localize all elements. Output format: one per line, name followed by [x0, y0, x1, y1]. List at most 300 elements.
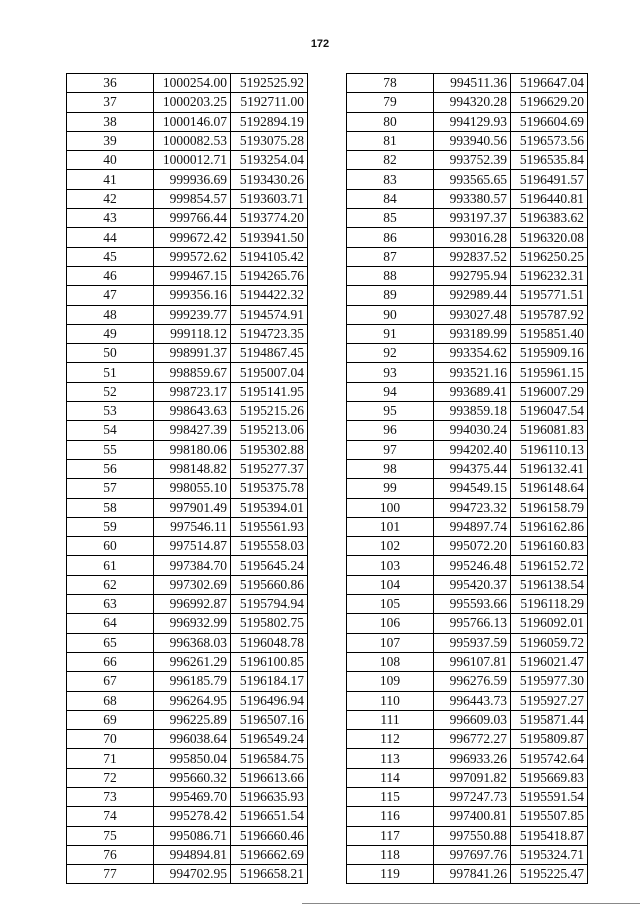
table-row: [347, 652, 588, 671]
table-row: [67, 286, 308, 305]
point-number-cell: 91: [347, 324, 434, 343]
y-coordinate-cell: 5195645.24: [231, 556, 308, 575]
table-row: [347, 787, 588, 806]
y-coordinate-cell: 5194265.76: [231, 266, 308, 285]
x-coordinate-cell: 1000082.53: [154, 131, 231, 150]
point-number-cell: 70: [67, 730, 154, 749]
table-row: [67, 768, 308, 787]
table-row: [67, 479, 308, 498]
point-number-cell: 90: [347, 305, 434, 324]
x-coordinate-cell: 998148.82: [154, 459, 231, 478]
y-coordinate-cell: 5193603.71: [231, 189, 308, 208]
x-coordinate-cell: 994702.95: [154, 865, 231, 884]
point-number-cell: 87: [347, 247, 434, 266]
x-coordinate-cell: 996276.59: [434, 672, 511, 691]
x-coordinate-cell: 995072.20: [434, 537, 511, 556]
table-row: [67, 93, 308, 112]
x-coordinate-cell: 995850.04: [154, 749, 231, 768]
table-row: [347, 749, 588, 768]
point-number-cell: 106: [347, 614, 434, 633]
x-coordinate-cell: 996107.81: [434, 652, 511, 671]
table-row: [347, 768, 588, 787]
y-coordinate-cell: 5195794.94: [231, 595, 308, 614]
y-coordinate-cell: 5195561.93: [231, 517, 308, 536]
x-coordinate-cell: 993197.37: [434, 209, 511, 228]
point-number-cell: 81: [347, 131, 434, 150]
x-coordinate-cell: 995766.13: [434, 614, 511, 633]
x-coordinate-cell: 995086.71: [154, 826, 231, 845]
x-coordinate-cell: 993380.57: [434, 189, 511, 208]
y-coordinate-cell: 5196148.64: [511, 479, 588, 498]
y-coordinate-cell: 5192525.92: [231, 74, 308, 93]
point-number-cell: 73: [67, 787, 154, 806]
y-coordinate-cell: 5196647.04: [511, 74, 588, 93]
x-coordinate-cell: 995278.42: [154, 807, 231, 826]
point-number-cell: 64: [67, 614, 154, 633]
y-coordinate-cell: 5196138.54: [511, 575, 588, 594]
coordinates-table-left: [66, 73, 308, 884]
point-number-cell: 43: [67, 209, 154, 228]
table-row: [347, 730, 588, 749]
x-coordinate-cell: 993565.65: [434, 170, 511, 189]
table-row: [67, 575, 308, 594]
table-row: [67, 402, 308, 421]
y-coordinate-cell: 5196162.86: [511, 517, 588, 536]
y-coordinate-cell: 5196092.01: [511, 614, 588, 633]
x-coordinate-cell: 998723.17: [154, 382, 231, 401]
y-coordinate-cell: 5196152.72: [511, 556, 588, 575]
point-number-cell: 115: [347, 787, 434, 806]
x-coordinate-cell: 997384.70: [154, 556, 231, 575]
table-row: [67, 691, 308, 710]
x-coordinate-cell: 1000012.71: [154, 151, 231, 170]
x-coordinate-cell: 994723.32: [434, 498, 511, 517]
table-row: [67, 865, 308, 884]
point-number-cell: 69: [67, 710, 154, 729]
point-number-cell: 96: [347, 421, 434, 440]
table-row: [347, 382, 588, 401]
table-row: [67, 305, 308, 324]
point-number-cell: 39: [67, 131, 154, 150]
y-coordinate-cell: 5195213.06: [231, 421, 308, 440]
point-number-cell: 113: [347, 749, 434, 768]
y-coordinate-cell: 5196232.31: [511, 266, 588, 285]
y-coordinate-cell: 5196629.20: [511, 93, 588, 112]
x-coordinate-cell: 996264.95: [154, 691, 231, 710]
point-number-cell: 51: [67, 363, 154, 382]
table-row: [347, 710, 588, 729]
x-coordinate-cell: 996225.89: [154, 710, 231, 729]
point-number-cell: 58: [67, 498, 154, 517]
y-coordinate-cell: 5195277.37: [231, 459, 308, 478]
y-coordinate-cell: 5195871.44: [511, 710, 588, 729]
x-coordinate-cell: 994549.15: [434, 479, 511, 498]
table-row: [67, 749, 308, 768]
point-number-cell: 74: [67, 807, 154, 826]
x-coordinate-cell: 996185.79: [154, 672, 231, 691]
y-coordinate-cell: 5196320.08: [511, 228, 588, 247]
x-coordinate-cell: 997302.69: [154, 575, 231, 594]
y-coordinate-cell: 5196613.66: [231, 768, 308, 787]
x-coordinate-cell: 993189.99: [434, 324, 511, 343]
point-number-cell: 47: [67, 286, 154, 305]
point-number-cell: 104: [347, 575, 434, 594]
x-coordinate-cell: 992989.44: [434, 286, 511, 305]
y-coordinate-cell: 5196651.54: [231, 807, 308, 826]
table-row: [347, 228, 588, 247]
point-number-cell: 40: [67, 151, 154, 170]
table-row: [67, 209, 308, 228]
coordinates-table-right: [346, 73, 588, 884]
x-coordinate-cell: 1000146.07: [154, 112, 231, 131]
point-number-cell: 52: [67, 382, 154, 401]
point-number-cell: 100: [347, 498, 434, 517]
x-coordinate-cell: 996772.27: [434, 730, 511, 749]
x-coordinate-cell: 993940.56: [434, 131, 511, 150]
point-number-cell: 93: [347, 363, 434, 382]
table-row: [347, 363, 588, 382]
point-number-cell: 53: [67, 402, 154, 421]
x-coordinate-cell: 999356.16: [154, 286, 231, 305]
x-coordinate-cell: 1000254.00: [154, 74, 231, 93]
y-coordinate-cell: 5192711.00: [231, 93, 308, 112]
table-row: [347, 74, 588, 93]
table-row: [347, 459, 588, 478]
point-number-cell: 45: [67, 247, 154, 266]
y-coordinate-cell: 5196118.29: [511, 595, 588, 614]
y-coordinate-cell: 5195591.54: [511, 787, 588, 806]
x-coordinate-cell: 997697.76: [434, 845, 511, 864]
x-coordinate-cell: 999118.12: [154, 324, 231, 343]
y-coordinate-cell: 5193941.50: [231, 228, 308, 247]
point-number-cell: 59: [67, 517, 154, 536]
point-number-cell: 88: [347, 266, 434, 285]
y-coordinate-cell: 5196660.46: [231, 826, 308, 845]
y-coordinate-cell: 5196059.72: [511, 633, 588, 652]
point-number-cell: 62: [67, 575, 154, 594]
x-coordinate-cell: 995246.48: [434, 556, 511, 575]
x-coordinate-cell: 998427.39: [154, 421, 231, 440]
x-coordinate-cell: 996933.26: [434, 749, 511, 768]
x-coordinate-cell: 994320.28: [434, 93, 511, 112]
point-number-cell: 92: [347, 344, 434, 363]
x-coordinate-cell: 995420.37: [434, 575, 511, 594]
table-row: [67, 421, 308, 440]
table-row: [347, 151, 588, 170]
point-number-cell: 94: [347, 382, 434, 401]
y-coordinate-cell: 5193075.28: [231, 131, 308, 150]
x-coordinate-cell: 993016.28: [434, 228, 511, 247]
y-coordinate-cell: 5194574.91: [231, 305, 308, 324]
point-number-cell: 49: [67, 324, 154, 343]
table-row: [67, 845, 308, 864]
page-number: 172: [310, 38, 330, 50]
table-row: [67, 537, 308, 556]
y-coordinate-cell: 5196549.24: [231, 730, 308, 749]
y-coordinate-cell: 5195375.78: [231, 479, 308, 498]
x-coordinate-cell: 999467.15: [154, 266, 231, 285]
point-number-cell: 76: [67, 845, 154, 864]
y-coordinate-cell: 5195809.87: [511, 730, 588, 749]
y-coordinate-cell: 5196110.13: [511, 440, 588, 459]
x-coordinate-cell: 994129.93: [434, 112, 511, 131]
x-coordinate-cell: 992837.52: [434, 247, 511, 266]
x-coordinate-cell: 994894.81: [154, 845, 231, 864]
y-coordinate-cell: 5196081.83: [511, 421, 588, 440]
point-number-cell: 80: [347, 112, 434, 131]
x-coordinate-cell: 999572.62: [154, 247, 231, 266]
point-number-cell: 117: [347, 826, 434, 845]
x-coordinate-cell: 997901.49: [154, 498, 231, 517]
x-coordinate-cell: 993027.48: [434, 305, 511, 324]
y-coordinate-cell: 5194105.42: [231, 247, 308, 266]
x-coordinate-cell: 999766.44: [154, 209, 231, 228]
point-number-cell: 57: [67, 479, 154, 498]
x-coordinate-cell: 992795.94: [434, 266, 511, 285]
x-coordinate-cell: 997091.82: [434, 768, 511, 787]
point-number-cell: 68: [67, 691, 154, 710]
table-row: [67, 382, 308, 401]
y-coordinate-cell: 5195771.51: [511, 286, 588, 305]
table-row: [347, 826, 588, 845]
y-coordinate-cell: 5195787.92: [511, 305, 588, 324]
point-number-cell: 78: [347, 74, 434, 93]
point-number-cell: 71: [67, 749, 154, 768]
table-row: [347, 556, 588, 575]
y-coordinate-cell: 5195302.88: [231, 440, 308, 459]
table-row: [347, 402, 588, 421]
x-coordinate-cell: 996261.29: [154, 652, 231, 671]
table-row: [67, 189, 308, 208]
table-row: [67, 652, 308, 671]
table-row: [67, 228, 308, 247]
table-row: [347, 266, 588, 285]
x-coordinate-cell: 997400.81: [434, 807, 511, 826]
y-coordinate-cell: 5196100.85: [231, 652, 308, 671]
y-coordinate-cell: 5195927.27: [511, 691, 588, 710]
table-row: [347, 93, 588, 112]
table-row: [347, 189, 588, 208]
point-number-cell: 54: [67, 421, 154, 440]
y-coordinate-cell: 5195742.64: [511, 749, 588, 768]
y-coordinate-cell: 5196658.21: [231, 865, 308, 884]
x-coordinate-cell: 999239.77: [154, 305, 231, 324]
table-row: [67, 498, 308, 517]
table-row: [67, 672, 308, 691]
table-row: [347, 517, 588, 536]
table-row: [347, 672, 588, 691]
point-number-cell: 118: [347, 845, 434, 864]
table-row: [67, 517, 308, 536]
point-number-cell: 38: [67, 112, 154, 131]
y-coordinate-cell: 5194422.32: [231, 286, 308, 305]
y-coordinate-cell: 5194723.35: [231, 324, 308, 343]
table-body-left: [67, 74, 308, 884]
y-coordinate-cell: 5196440.81: [511, 189, 588, 208]
table-row: [347, 865, 588, 884]
y-coordinate-cell: 5195394.01: [231, 498, 308, 517]
table-row: [347, 324, 588, 343]
point-number-cell: 119: [347, 865, 434, 884]
table-row: [67, 633, 308, 652]
x-coordinate-cell: 995469.70: [154, 787, 231, 806]
point-number-cell: 55: [67, 440, 154, 459]
table-row: [67, 247, 308, 266]
point-number-cell: 107: [347, 633, 434, 652]
point-number-cell: 86: [347, 228, 434, 247]
table-row: [347, 247, 588, 266]
point-number-cell: 103: [347, 556, 434, 575]
y-coordinate-cell: 5195215.26: [231, 402, 308, 421]
point-number-cell: 114: [347, 768, 434, 787]
x-coordinate-cell: 999936.69: [154, 170, 231, 189]
y-coordinate-cell: 5195141.95: [231, 382, 308, 401]
point-number-cell: 83: [347, 170, 434, 189]
x-coordinate-cell: 997247.73: [434, 787, 511, 806]
y-coordinate-cell: 5196021.47: [511, 652, 588, 671]
y-coordinate-cell: 5195961.15: [511, 363, 588, 382]
x-coordinate-cell: 1000203.25: [154, 93, 231, 112]
table-row: [347, 633, 588, 652]
y-coordinate-cell: 5196507.16: [231, 710, 308, 729]
y-coordinate-cell: 5196635.93: [231, 787, 308, 806]
point-number-cell: 97: [347, 440, 434, 459]
x-coordinate-cell: 994202.40: [434, 440, 511, 459]
table-row: [67, 595, 308, 614]
x-coordinate-cell: 999854.57: [154, 189, 231, 208]
x-coordinate-cell: 996038.64: [154, 730, 231, 749]
y-coordinate-cell: 5193430.26: [231, 170, 308, 189]
point-number-cell: 82: [347, 151, 434, 170]
y-coordinate-cell: 5195558.03: [231, 537, 308, 556]
y-coordinate-cell: 5192894.19: [231, 112, 308, 131]
table-row: [347, 575, 588, 594]
y-coordinate-cell: 5196662.69: [231, 845, 308, 864]
table-row: [67, 807, 308, 826]
y-coordinate-cell: 5195007.04: [231, 363, 308, 382]
table-row: [347, 344, 588, 363]
point-number-cell: 42: [67, 189, 154, 208]
x-coordinate-cell: 993354.62: [434, 344, 511, 363]
point-number-cell: 99: [347, 479, 434, 498]
table-row: [347, 170, 588, 189]
table-row: [67, 556, 308, 575]
x-coordinate-cell: 993752.39: [434, 151, 511, 170]
x-coordinate-cell: 993859.18: [434, 402, 511, 421]
x-coordinate-cell: 994897.74: [434, 517, 511, 536]
y-coordinate-cell: 5196584.75: [231, 749, 308, 768]
point-number-cell: 116: [347, 807, 434, 826]
y-coordinate-cell: 5196048.78: [231, 633, 308, 652]
point-number-cell: 111: [347, 710, 434, 729]
y-coordinate-cell: 5195324.71: [511, 845, 588, 864]
table-row: [347, 421, 588, 440]
table-row: [67, 170, 308, 189]
point-number-cell: 66: [67, 652, 154, 671]
y-coordinate-cell: 5196184.17: [231, 672, 308, 691]
table-row: [67, 614, 308, 633]
x-coordinate-cell: 994375.44: [434, 459, 511, 478]
point-number-cell: 56: [67, 459, 154, 478]
point-number-cell: 77: [67, 865, 154, 884]
table-row: [347, 614, 588, 633]
table-row: [347, 305, 588, 324]
table-row: [67, 730, 308, 749]
point-number-cell: 46: [67, 266, 154, 285]
y-coordinate-cell: 5195851.40: [511, 324, 588, 343]
x-coordinate-cell: 994511.36: [434, 74, 511, 93]
y-coordinate-cell: 5196160.83: [511, 537, 588, 556]
y-coordinate-cell: 5196491.57: [511, 170, 588, 189]
point-number-cell: 36: [67, 74, 154, 93]
point-number-cell: 102: [347, 537, 434, 556]
table-row: [67, 151, 308, 170]
point-number-cell: 61: [67, 556, 154, 575]
y-coordinate-cell: 5195418.87: [511, 826, 588, 845]
y-coordinate-cell: 5193254.04: [231, 151, 308, 170]
y-coordinate-cell: 5195977.30: [511, 672, 588, 691]
point-number-cell: 79: [347, 93, 434, 112]
y-coordinate-cell: 5196535.84: [511, 151, 588, 170]
table-row: [347, 845, 588, 864]
table-row: [67, 266, 308, 285]
x-coordinate-cell: 994030.24: [434, 421, 511, 440]
y-coordinate-cell: 5195507.85: [511, 807, 588, 826]
table-row: [67, 826, 308, 845]
x-coordinate-cell: 996992.87: [154, 595, 231, 614]
table-row: [67, 787, 308, 806]
y-coordinate-cell: 5196158.79: [511, 498, 588, 517]
x-coordinate-cell: 997514.87: [154, 537, 231, 556]
x-coordinate-cell: 995660.32: [154, 768, 231, 787]
table-row: [347, 595, 588, 614]
y-coordinate-cell: 5196383.62: [511, 209, 588, 228]
x-coordinate-cell: 995937.59: [434, 633, 511, 652]
table-row: [347, 286, 588, 305]
y-coordinate-cell: 5195660.86: [231, 575, 308, 594]
point-number-cell: 44: [67, 228, 154, 247]
table-row: [67, 710, 308, 729]
point-number-cell: 63: [67, 595, 154, 614]
point-number-cell: 89: [347, 286, 434, 305]
point-number-cell: 65: [67, 633, 154, 652]
x-coordinate-cell: 998055.10: [154, 479, 231, 498]
y-coordinate-cell: 5193774.20: [231, 209, 308, 228]
x-coordinate-cell: 996932.99: [154, 614, 231, 633]
point-number-cell: 37: [67, 93, 154, 112]
x-coordinate-cell: 996368.03: [154, 633, 231, 652]
point-number-cell: 108: [347, 652, 434, 671]
point-number-cell: 50: [67, 344, 154, 363]
point-number-cell: 84: [347, 189, 434, 208]
table-row: [67, 74, 308, 93]
point-number-cell: 109: [347, 672, 434, 691]
table-row: [347, 498, 588, 517]
table-row: [67, 131, 308, 150]
point-number-cell: 110: [347, 691, 434, 710]
y-coordinate-cell: 5196007.29: [511, 382, 588, 401]
x-coordinate-cell: 997550.88: [434, 826, 511, 845]
table-row: [347, 537, 588, 556]
point-number-cell: 48: [67, 305, 154, 324]
table-row: [347, 131, 588, 150]
point-number-cell: 95: [347, 402, 434, 421]
point-number-cell: 67: [67, 672, 154, 691]
bottom-rule: [302, 903, 640, 904]
y-coordinate-cell: 5194867.45: [231, 344, 308, 363]
y-coordinate-cell: 5196047.54: [511, 402, 588, 421]
table-row: [347, 440, 588, 459]
